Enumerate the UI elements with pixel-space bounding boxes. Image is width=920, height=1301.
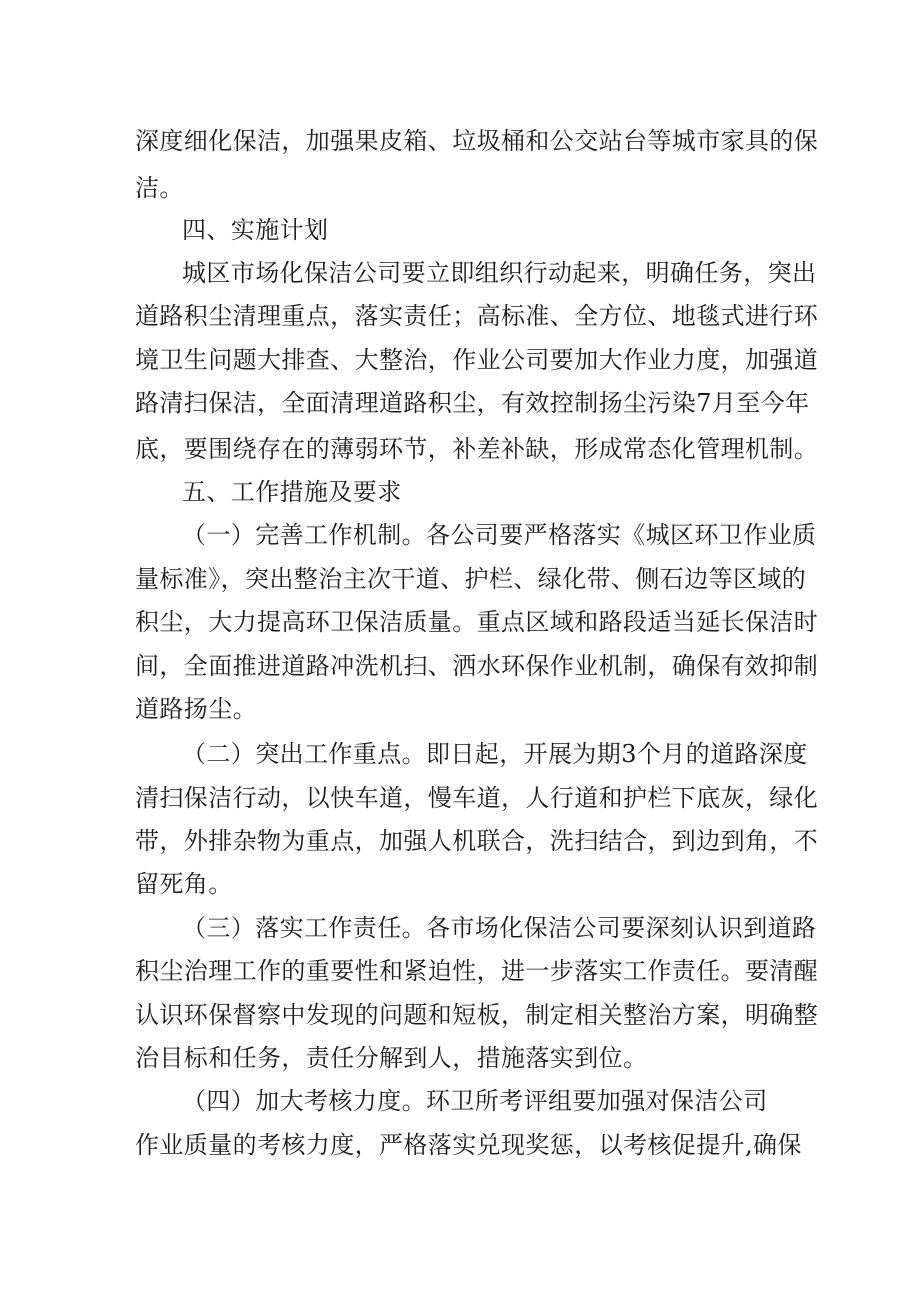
section-heading-measures: 五、工作措施及要求 — [182, 478, 402, 506]
paragraph-line: （四）加大考核力度。环卫所考评组要加强对保洁公司 — [182, 1087, 768, 1115]
paragraph-line: 城区市场化保洁公司要立即组织行动起来，明确任务，突出 — [182, 259, 817, 287]
paragraph-line: 道路积尘清理重点，落实责任；高标准、全方位、地毯式进行环 — [135, 302, 819, 330]
paragraph-line: （三）落实工作责任。各市场化保洁公司要深刻认识到道路 — [182, 914, 817, 942]
paragraph-line: 积尘，大力提高环卫保洁质量。重点区域和路段适当延长保洁时 — [135, 608, 819, 636]
paragraph-line: （二）突出工作重点。即日起，开展为期3个月的道路深度 — [182, 740, 808, 768]
paragraph-line: 认识环保督察中发现的问题和短板，制定相关整治方案，明确整 — [135, 1001, 819, 1029]
paragraph-line: 洁。 — [135, 174, 184, 202]
paragraph-line: 作业质量的考核力度，严格落实兑现奖惩，以考核促提升,确保 — [135, 1131, 802, 1159]
section-heading-plan: 四、实施计划 — [182, 216, 329, 244]
paragraph-line: （一）完善工作机制。各公司要严格落实《城区环卫作业质 — [182, 521, 817, 549]
paragraph-line: 道路扬尘。 — [135, 695, 257, 723]
paragraph-line: 量标准》，突出整治主次干道、护栏、绿化带、侧石边等区域的 — [135, 565, 807, 593]
paragraph-line: 清扫保洁行动，以快车道，慢车道，人行道和护栏下底灰，绿化 — [135, 784, 819, 812]
paragraph-line: 底，要围绕存在的薄弱环节，补差补缺，形成常态化管理机制。 — [135, 435, 819, 463]
paragraph-line: 深度细化保洁，加强果皮箱、垃圾桶和公交站台等城市家具的保 — [135, 127, 819, 155]
paragraph-line: 治目标和任务，责任分解到人，措施落实到位。 — [135, 1044, 648, 1072]
paragraph-line: 带，外排杂物为重点，加强人机联合，洗扫结合，到边到角，不 — [135, 827, 819, 855]
paragraph-line: 间，全面推进道路冲洗机扫、洒水环保作业机制，确保有效抑制 — [135, 652, 819, 680]
paragraph-line: 积尘治理工作的重要性和紧迫性，进一步落实工作责任。要清醒 — [135, 957, 819, 985]
paragraph-line: 境卫生问题大排查、大整治，作业公司要加大作业力度，加强道 — [135, 346, 819, 374]
paragraph-line: 路清扫保洁，全面清理道路积尘，有效控制扬尘污染7月至今年 — [135, 389, 810, 417]
paragraph-line: 留死角。 — [135, 870, 233, 898]
